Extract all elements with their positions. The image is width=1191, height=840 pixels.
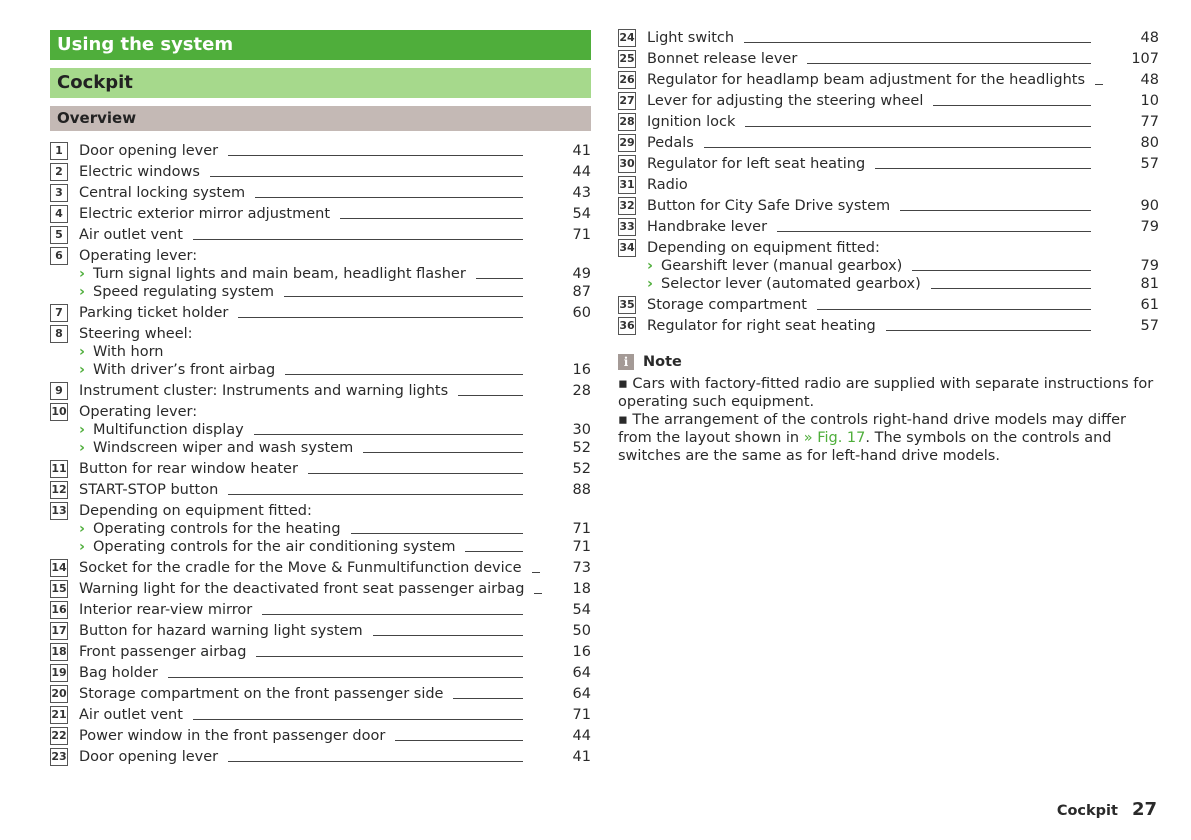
sub-item-label: Operating controls for the air conditioning system [92,538,456,555]
sub-item-page-ref: 71 [572,520,591,537]
item-page-ref: 44 [572,727,591,744]
overview-entry [618,90,1159,111]
note-title: Note [643,354,682,370]
sub-item-label: With horn [92,343,164,360]
item-label: Operating lever: [79,247,198,264]
item-number-box: 4 [50,205,68,223]
item-number-box: 24 [618,29,636,47]
item-number-box: 14 [50,559,68,577]
item-page-ref: 41 [572,142,591,159]
item-page-ref: 88 [572,481,591,498]
item-number-box: 8 [50,325,68,343]
item-number-box: 25 [618,50,636,68]
item-number-box: 9 [50,382,68,400]
item-label: Power window in the front passenger door [79,727,386,744]
item-number-box: 36 [618,317,636,335]
item-page-ref: 64 [572,664,591,681]
sub-entry [50,265,591,283]
chevron-right-icon: › [79,361,85,378]
item-page-ref: 16 [572,643,591,660]
item-number-box: 13 [50,502,68,520]
item-label: Ignition lock [647,113,736,130]
sub-item-page-ref: 71 [572,538,591,555]
item-number-box: 30 [618,155,636,173]
overview-entry [50,500,591,557]
item-page-ref: 64 [572,685,591,702]
item-label: Warning light for the deactivated front seat passenger airbag [79,580,525,597]
item-number-box: 17 [50,622,68,640]
overview-entry [50,323,591,380]
item-label: Operating lever: [79,403,198,420]
item-number-box: 28 [618,113,636,131]
item-label: START-STOP button [79,481,219,498]
overview-entry [618,132,1159,153]
sub-item-label: With driver’s front airbag [92,361,276,378]
item-label: Electric exterior mirror adjustment [79,205,331,222]
item-label: Regulator for left seat heating [647,155,866,172]
leader-line [210,176,523,177]
item-page-ref: 90 [1140,197,1159,214]
note-paragraph-1: ▪ Cars with factory-fitted radio are supplied with separate instructions for operating such equipment. [618,376,1154,410]
item-label: Button for rear window heater [79,460,298,477]
item-label: Button for City Safe Drive system [647,197,891,214]
item-label: Door opening lever [79,748,219,765]
item-page-ref: 73 [572,559,591,576]
sub-item-page-ref: 52 [572,439,591,456]
item-page-ref: 71 [572,706,591,723]
chevron-right-icon: › [79,439,85,456]
note-box [618,353,1159,465]
leader-line [900,210,1091,211]
overview-entry [50,578,591,599]
subchapter-heading: Overview [50,106,591,131]
leader-line [458,395,523,396]
overview-entry [618,195,1159,216]
item-page-ref: 57 [1140,317,1159,334]
leader-line [931,288,1091,289]
overview-entry [618,27,1159,48]
leader-line [532,572,540,573]
leader-line [453,698,523,699]
sub-item-page-ref: 87 [572,283,591,300]
sub-item-label: Multifunction display [92,421,244,438]
item-number-box: 34 [618,239,636,257]
leader-line [745,126,1091,127]
overview-entry [618,153,1159,174]
item-page-ref: 44 [572,163,591,180]
leader-line [228,494,523,495]
item-number-box: 12 [50,481,68,499]
item-label: Instrument cluster: Instruments and warning lights [79,382,449,399]
chevron-right-icon: › [79,520,85,537]
chapter-heading: Cockpit [50,68,591,98]
sub-item-page-ref: 16 [572,361,591,378]
chevron-right-icon: › [647,257,653,274]
item-page-ref: 10 [1140,92,1159,109]
item-page-ref: 57 [1140,155,1159,172]
item-label: Air outlet vent [79,226,183,243]
overview-entry [50,620,591,641]
item-label: Storage compartment on the front passenger side [79,685,444,702]
item-number-box: 31 [618,176,636,194]
item-number-box: 22 [50,727,68,745]
item-label: Front passenger airbag [79,643,247,660]
item-number-box: 6 [50,247,68,265]
leader-line [228,155,523,156]
overview-entry [50,380,591,401]
item-page-ref: 79 [1140,218,1159,235]
leader-line [193,239,523,240]
item-number-box: 10 [50,403,68,421]
sub-entry [50,361,591,379]
overview-entry [618,315,1159,336]
leader-line [886,330,1091,331]
item-page-ref: 77 [1140,113,1159,130]
item-number-box: 16 [50,601,68,619]
item-number-box: 27 [618,92,636,110]
chevron-right-icon: › [647,275,653,292]
item-label: Interior rear-view mirror [79,601,253,618]
overview-entry [50,683,591,704]
overview-entry [50,182,591,203]
item-number-box: 32 [618,197,636,215]
overview-list-left [50,140,591,767]
item-number-box: 33 [618,218,636,236]
sub-item-page-ref: 79 [1140,257,1159,274]
overview-entry [50,746,591,767]
leader-line [777,231,1091,232]
chevron-right-icon: › [79,283,85,300]
figure-link[interactable]: » Fig. 17 [803,430,866,446]
leader-line [262,614,523,615]
overview-entry [618,48,1159,69]
item-label: Bonnet release lever [647,50,798,67]
item-label: Regulator for right seat heating [647,317,876,334]
overview-entry [50,479,591,500]
sub-entry [50,520,591,538]
overview-entry [618,69,1159,90]
item-number-box: 35 [618,296,636,314]
item-label: Parking ticket holder [79,304,229,321]
overview-entry [50,302,591,323]
chevron-right-icon: › [79,538,85,555]
chevron-right-icon: › [79,421,85,438]
item-label: Storage compartment [647,296,807,313]
item-label: Radio [647,176,688,193]
overview-entry [618,216,1159,237]
leader-line [255,197,523,198]
right-column [618,27,1159,465]
item-page-ref: 61 [1140,296,1159,313]
sub-item-label: Turn signal lights and main beam, headlight flasher [92,265,466,282]
leader-line [912,270,1091,271]
item-label: Button for hazard warning light system [79,622,363,639]
item-number-box: 15 [50,580,68,598]
sub-item-label: Operating controls for the heating [92,520,341,537]
leader-line [875,168,1091,169]
item-label: Bag holder [79,664,158,681]
note-header [618,353,1159,371]
leader-line [285,374,523,375]
item-label: Steering wheel: [79,325,193,342]
leader-line [476,278,523,279]
overview-entry [50,245,591,302]
leader-line [465,551,523,552]
item-number-box: 2 [50,163,68,181]
left-column [50,30,591,767]
item-number-box: 23 [50,748,68,766]
item-label: Handbrake lever [647,218,768,235]
note-paragraph-2: ▪ The arrangement of the controls right-hand drive models may differ from the layout shown in » Fig. 17. The symbols on the controls and switches are the same as for left-hand drive models. [618,412,1127,464]
sub-item-label: Selector lever (automated gearbox) [660,275,921,292]
page-number: 27 [1131,799,1157,820]
item-page-ref: 50 [572,622,591,639]
page-footer [1057,799,1157,820]
item-label: Depending on equipment fitted: [647,239,880,256]
sub-item-page-ref: 49 [572,265,591,282]
overview-entry [50,725,591,746]
item-number-box: 29 [618,134,636,152]
sub-entry [618,257,1159,275]
item-label: Light switch [647,29,735,46]
leader-line [534,593,542,594]
sub-entry [50,439,591,457]
section-heading: Using the system [50,30,591,60]
item-number-box: 1 [50,142,68,160]
overview-entry [50,704,591,725]
leader-line [807,63,1091,64]
item-page-ref: 18 [572,580,591,597]
overview-entry [50,401,591,458]
sub-item-page-ref: 81 [1140,275,1159,292]
item-page-ref: 48 [1140,29,1159,46]
sub-item-label: Gearshift lever (manual gearbox) [660,257,903,274]
overview-entry [50,203,591,224]
leader-line [373,635,523,636]
leader-line [1095,84,1103,85]
leader-line [744,42,1091,43]
footer-section: Cockpit [1056,803,1118,819]
sub-item-label: Windscreen wiper and wash system [92,439,354,456]
sub-entry [50,421,591,439]
item-page-ref: 54 [572,601,591,618]
item-page-ref: 43 [572,184,591,201]
leader-line [193,719,523,720]
item-number-box: 11 [50,460,68,478]
leader-line [168,677,523,678]
leader-line [351,533,523,534]
leader-line [363,452,523,453]
item-label: Pedals [647,134,694,151]
leader-line [254,434,523,435]
overview-entry [618,294,1159,315]
item-label: Socket for the cradle for the Move & Funmultifunction device [79,559,522,576]
leader-line [228,761,523,762]
sub-entry [50,283,591,301]
item-page-ref: 41 [572,748,591,765]
overview-entry [50,140,591,161]
item-page-ref: 28 [572,382,591,399]
item-page-ref: 52 [572,460,591,477]
item-number-box: 19 [50,664,68,682]
item-number-box: 5 [50,226,68,244]
leader-line [256,656,523,657]
leader-line [308,473,523,474]
sub-item-label: Speed regulating system [92,283,275,300]
sub-item-page-ref: 30 [572,421,591,438]
sub-entry [50,538,591,556]
item-page-ref: 54 [572,205,591,222]
item-number-box: 21 [50,706,68,724]
item-page-ref: 71 [572,226,591,243]
overview-entry [50,557,591,578]
leader-line [817,309,1091,310]
item-label: Lever for adjusting the steering wheel [647,92,924,109]
leader-line [704,147,1091,148]
info-icon: i [618,354,634,370]
overview-entry [50,641,591,662]
overview-entry [50,161,591,182]
item-page-ref: 60 [572,304,591,321]
chevron-right-icon: › [79,265,85,282]
overview-entry [50,662,591,683]
item-label: Door opening lever [79,142,219,159]
item-number-box: 18 [50,643,68,661]
overview-entry [618,174,1159,195]
leader-line [395,740,523,741]
leader-line [933,105,1091,106]
overview-entry [618,237,1159,294]
item-label: Central locking system [79,184,246,201]
item-label: Regulator for headlamp beam adjustment for the headlights [647,71,1086,88]
item-number-box: 26 [618,71,636,89]
item-number-box: 20 [50,685,68,703]
leader-line [284,296,523,297]
item-page-ref: 80 [1140,134,1159,151]
overview-list-right [618,27,1159,336]
sub-entry [618,275,1159,293]
overview-entry [50,458,591,479]
overview-entry [618,111,1159,132]
item-page-ref: 48 [1140,71,1159,88]
item-label: Depending on equipment fitted: [79,502,312,519]
item-label: Electric windows [79,163,200,180]
overview-entry [50,224,591,245]
item-number-box: 3 [50,184,68,202]
overview-entry [50,599,591,620]
item-page-ref: 107 [1131,50,1159,67]
item-label: Air outlet vent [79,706,183,723]
leader-line [238,317,523,318]
leader-line [340,218,523,219]
chevron-right-icon: › [79,343,85,360]
item-number-box: 7 [50,304,68,322]
sub-entry [50,343,591,361]
